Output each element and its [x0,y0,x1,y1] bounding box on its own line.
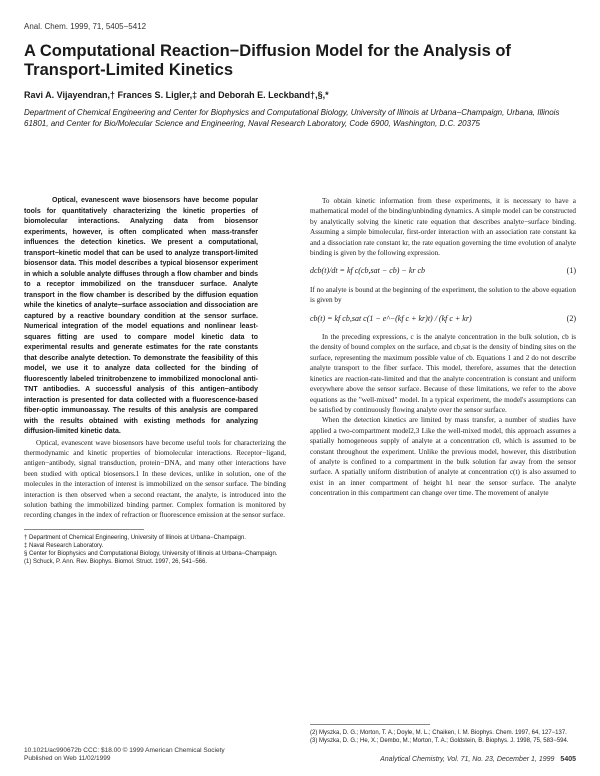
reference: (3) Myszka, D. G.; He, X.; Dembo, M.; Morton, T. A.; Goldstein, B. Biophys. J. 1998, 75, 583−594. [310,738,569,744]
affiliations: Department of Chemical Engineering and Center for Biophysics and Computational Biology, University of Illinois at Urbana−Champaign, Urbana, Illinois 61801, and Center for Bio/Molecular Science and Engineering, Naval Research Laboratory, Code 6900, Washington, D.C. 20375 [24,108,560,128]
body-paragraph: When the detection kinetics are limited by mass transfer, a number of studies have applied a two-compartment model2,3 Like the well-mixed model, this approach assumes a spatially homogeneous supply of analyte at a concentration c0, which is assumed to be constant throughout the experiment. Unlike the previous model, however, this distribution of analyte is confined to a compartment in the bulk solution far away from the sensor surface. A spatially uniform distribution of analyte at concentration c(t) is also assumed to exist in an inner compartment of height h1 near the sensor surface. The analyte concentration in this compartment can change over time. The movement of analyte [310,416,576,498]
footnote: (1) Schuck, P. Ann. Rev. Biophys. Biomol. Struct. 1997, 26, 541−566. [24,558,208,565]
reference: (2) Myszka, D. G.; Morton, T. A.; Doyle, M. L.; Chaiken, I. M. Biophys. Chem. 1997, 64, 127−137. [310,730,567,736]
body-paragraph: To obtain kinetic information from these experiments, it is necessary to have a mathematical model of the binding/unbinding dynamics. A simple model can be constructed by analytically solving the kinetic rate equation that describes analyte−surface binding. Assuming a simple bimolecular, first-order interaction with an association rate constant ka and a dissociation rate constant kr, the rate equation governing the time evolution of analyte binding is given by the following expression. [310,197,576,258]
equation-1-text: dcb(t)/dt = kf c(cb,sat − cb) − kr cb [310,266,426,276]
equation-1-number: (1) [566,266,576,276]
journal-citation: Anal. Chem. 1999, 71, 5405−5412 [24,22,147,31]
body-paragraph: If no analyte is bound at the beginning of the experiment, the solution to the above equation is given by [310,285,576,305]
right-column [310,196,576,499]
article-title: A Computational Reaction−Diffusion Model for the Analysis of Transport-Limited Kinetics [24,42,511,79]
body-paragraph: In the preceding expressions, c is the analyte concentration in the bulk solution, cb is the density of bound complex on the surface, and cb,sat is the density of binding sites on the surface, representing the maximum possible value of cb. Equations 1 and 2 do not describe analyte transport to the fiber surface. This model, therefore, assumes that the detection kinetics are reaction-rate-limited and that the analyte concentration is constant and uniform everywhere above the sensor surface. Because of these limitations, we refer to the above equations as the "well-mixed" model. In a typical experiment, the model's assumptions can be satisfied by continuously flowing analyte over the sensor surface. [310,333,576,414]
equation-1 [310,266,576,276]
doi-line: 10.1021/ac990672b CCC: $18.00 © 1999 American Chemical Society [24,747,225,754]
publish-date-line: Published on Web 11/02/1999 [24,755,111,762]
equation-2-text: cb(t) = kf cb,sat c(1 − e^−(kf c + kr)t) / (kf c + kr) [310,313,472,323]
equation-2-number: (2) [566,313,576,323]
left-column [24,196,286,566]
journal-footer-text: Analytical Chemistry, Vol. 71, No. 23, December 1, 1999 [380,756,555,763]
abstract: Optical, evanescent wave biosensors have become popular tools for quantitatively characterizing the kinetic properties of biomolecular interactions. Analyzing data from biosensor experiments, however, is often complicated when mass-transfer influences the detection kinetics. We present a computational, transport−kinetic model that can be used to analyze transport-limited biosensor data. This model describes a typical biosensor experiment in which a soluble analyte diffuses through a flow chamber and binds to a receptor immobilized on the transducer surface. Analyte transport in the flow chamber is described by the diffusion equation while the kinetics of analyte−surface association and dissociation are captured by a reactive boundary condition at the sensor surface. Numerical integration of the model equations and nonlinear least-squares fitting are used to compare model kinetic data to experimental results and generate estimates for the rate constants that describe analyte detection. To demonstrate the feasibility of this model, we use it to analyze data collected for the binding of fluorescently labeled trinitrobenzene to immobilized monoclonal anti-TNT antibodies. A successful analysis of this antigen−antibody interaction is presented for data collected with a fluorescence-based fiber-optic immunoassay. The results of this analysis are compared with the results obtained with existing methods for analyzing diffusion-limited kinetic data. [24,197,258,435]
footnote-rule [24,529,144,530]
footnote: § Center for Biophysics and Computational Biology, University of Illinois at Urbana−Champaign. [24,550,278,557]
doi-block [24,747,225,763]
intro-paragraph: Optical, evanescent wave biosensors have become useful tools for characterizing the thermodynamic and kinetic properties of biomolecular interactions. Receptor−ligand, antigen−antibody, signal transduction, protein−DNA, and many other interactions have been studied with optical biosensors.1 In these devices, unlike in solution, one of the molecules in the interaction of interest is immobilized on the sensor surface. The binding interaction is then observed when a second reactant, the analyte, is introduced into the solution bathing the immobilized binding partner. Complex formation is monitored by recording changes in the index of refraction or fluorescence emission at the sensor surface. [24,438,286,520]
footnote: ‡ Naval Research Laboratory. [24,542,104,549]
author-list: Ravi A. Vijayendran,† Frances S. Ligler,‡ and Deborah E. Leckband†,§,* [24,90,329,100]
footnote-rule [310,724,430,725]
journal-footer [380,756,576,763]
right-references [310,716,576,745]
footnote: † Department of Chemical Engineering, University of Illinois at Urbana−Champaign. [24,534,246,541]
page-number: 5405 [560,756,576,763]
equation-2 [310,314,576,324]
